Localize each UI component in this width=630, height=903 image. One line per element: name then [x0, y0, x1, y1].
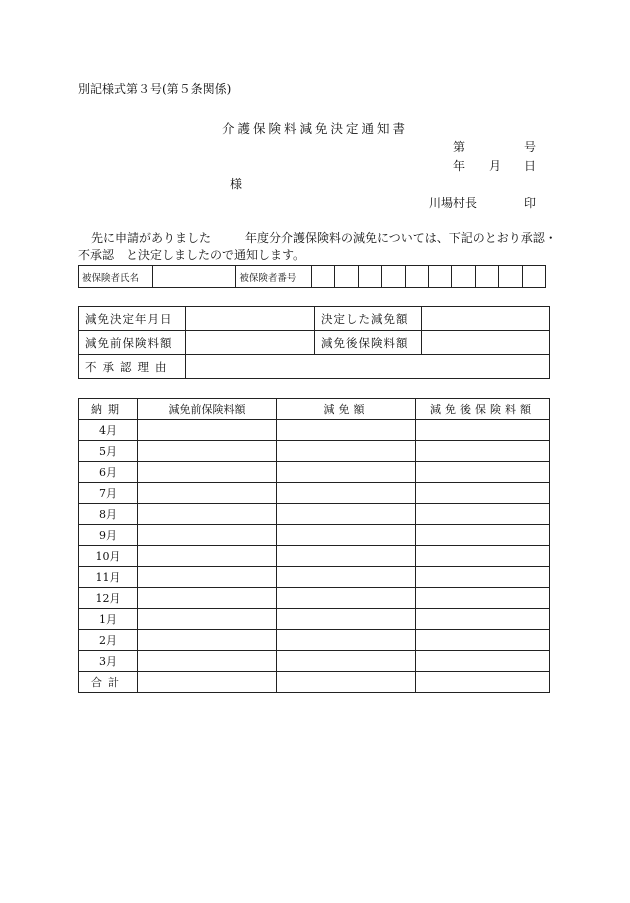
issue-date-line — [453, 157, 537, 174]
month-label: 3月 — [79, 651, 138, 672]
table-row — [79, 651, 550, 672]
premium-after-reduction-field[interactable] — [422, 331, 550, 355]
month-label: 2月 — [79, 630, 138, 651]
number-prefix: 第 — [453, 140, 466, 154]
rejection-reason-label: 不承認理由 — [79, 355, 186, 379]
reduction-amount-cell[interactable] — [277, 588, 416, 609]
month-label: 6月 — [79, 462, 138, 483]
insured-number-box[interactable] — [335, 266, 358, 288]
insured-number-box[interactable] — [312, 266, 335, 288]
reduction-decision-date-label: 減免決定年月日 — [79, 307, 186, 331]
table-row — [79, 630, 550, 651]
body-part1: 先に申請がありました — [91, 231, 212, 245]
premium-before-reduction-field[interactable] — [186, 331, 315, 355]
payment-schedule-table — [78, 398, 550, 693]
total-premium-before-cell[interactable] — [138, 672, 277, 693]
reduction-amount-header: 減免額 — [277, 399, 416, 420]
reduction-amount-cell[interactable] — [277, 609, 416, 630]
month-label: 4月 — [79, 420, 138, 441]
premium-before-cell[interactable] — [138, 651, 277, 672]
date-month: 月 — [489, 159, 502, 173]
insured-number-label: 被保険者番号 — [236, 266, 312, 288]
premium-before-cell[interactable] — [138, 525, 277, 546]
premium-after-reduction-label: 減免後保険料額 — [315, 331, 422, 355]
premium-before-cell[interactable] — [138, 462, 277, 483]
table-row — [79, 420, 550, 441]
insured-info-table — [78, 265, 546, 288]
insured-name-field[interactable] — [152, 266, 236, 288]
premium-after-cell[interactable] — [416, 567, 550, 588]
premium-before-cell[interactable] — [138, 504, 277, 525]
body-part2: 年度分介護保険料の減免については、下記のとおり承認・不承認 — [78, 231, 557, 262]
reduction-amount-cell[interactable] — [277, 462, 416, 483]
due-period-header: 納期 — [79, 399, 138, 420]
premium-before-cell[interactable] — [138, 567, 277, 588]
month-label: 10月 — [79, 546, 138, 567]
premium-before-cell[interactable] — [138, 609, 277, 630]
premium-after-header: 減免後保険料額 — [416, 399, 550, 420]
document-title: 介護保険料減免決定通知書 — [221, 121, 408, 136]
decided-reduction-amount-label: 決定した減免額 — [315, 307, 422, 331]
month-label: 8月 — [79, 504, 138, 525]
month-label: 1月 — [79, 609, 138, 630]
insured-number-box[interactable] — [358, 266, 381, 288]
reduction-amount-cell[interactable] — [277, 483, 416, 504]
table-row — [79, 546, 550, 567]
premium-before-cell[interactable] — [138, 441, 277, 462]
premium-after-cell[interactable] — [416, 462, 550, 483]
insured-number-box[interactable] — [475, 266, 498, 288]
reduction-amount-cell[interactable] — [277, 630, 416, 651]
table-row — [79, 504, 550, 525]
date-year: 年 — [453, 159, 466, 173]
form-number: 別記様式第３号(第５条関係) — [78, 82, 232, 96]
insured-number-box[interactable] — [405, 266, 428, 288]
table-row — [79, 483, 550, 504]
table-row — [79, 567, 550, 588]
premium-before-cell[interactable] — [138, 420, 277, 441]
seal-mark: 印 — [524, 196, 537, 210]
insured-number-box[interactable] — [522, 266, 545, 288]
issuer-line — [429, 194, 537, 211]
premium-after-cell[interactable] — [416, 441, 550, 462]
total-label: 合計 — [79, 672, 138, 693]
insured-number-box[interactable] — [428, 266, 451, 288]
premium-after-cell[interactable] — [416, 420, 550, 441]
table-row — [79, 609, 550, 630]
table-row — [79, 525, 550, 546]
reduction-amount-cell[interactable] — [277, 504, 416, 525]
reduction-amount-cell[interactable] — [277, 441, 416, 462]
total-row — [79, 672, 550, 693]
table-row — [79, 462, 550, 483]
premium-after-cell[interactable] — [416, 630, 550, 651]
rejection-reason-field[interactable] — [186, 355, 550, 379]
premium-after-cell[interactable] — [416, 525, 550, 546]
date-day: 日 — [524, 159, 537, 173]
table-row — [79, 441, 550, 462]
reduction-amount-cell[interactable] — [277, 525, 416, 546]
number-suffix: 号 — [524, 140, 537, 154]
table-row — [79, 588, 550, 609]
total-reduction-amount-cell[interactable] — [277, 672, 416, 693]
decided-reduction-amount-field[interactable] — [422, 307, 550, 331]
issuer-name: 川場村長 — [429, 196, 478, 210]
insured-number-box[interactable] — [452, 266, 475, 288]
notice-body — [78, 230, 558, 264]
premium-before-cell[interactable] — [138, 483, 277, 504]
insured-number-box[interactable] — [499, 266, 522, 288]
premium-after-cell[interactable] — [416, 588, 550, 609]
month-label: 5月 — [79, 441, 138, 462]
insured-name-label: 被保険者氏名 — [79, 266, 153, 288]
body-part3: と決定しましたので通知します。 — [126, 248, 306, 262]
document-number-line — [453, 138, 537, 155]
month-label: 12月 — [79, 588, 138, 609]
premium-after-cell[interactable] — [416, 651, 550, 672]
reduction-decision-date-field[interactable] — [186, 307, 315, 331]
reduction-amount-cell[interactable] — [277, 546, 416, 567]
decision-table — [78, 306, 550, 379]
premium-after-cell[interactable] — [416, 609, 550, 630]
reduction-amount-cell[interactable] — [277, 651, 416, 672]
premium-before-header: 減免前保険料額 — [138, 399, 277, 420]
premium-before-cell[interactable] — [138, 630, 277, 651]
premium-after-cell[interactable] — [416, 483, 550, 504]
premium-after-cell[interactable] — [416, 546, 550, 567]
premium-after-cell[interactable] — [416, 504, 550, 525]
insured-number-box[interactable] — [382, 266, 405, 288]
reduction-amount-cell[interactable] — [277, 420, 416, 441]
month-label: 11月 — [79, 567, 138, 588]
total-premium-after-cell[interactable] — [416, 672, 550, 693]
premium-before-cell[interactable] — [138, 546, 277, 567]
premium-before-cell[interactable] — [138, 588, 277, 609]
addressee-suffix: 様 — [230, 177, 243, 191]
reduction-amount-cell[interactable] — [277, 567, 416, 588]
month-label: 7月 — [79, 483, 138, 504]
premium-before-reduction-label: 減免前保険料額 — [79, 331, 186, 355]
month-label: 9月 — [79, 525, 138, 546]
